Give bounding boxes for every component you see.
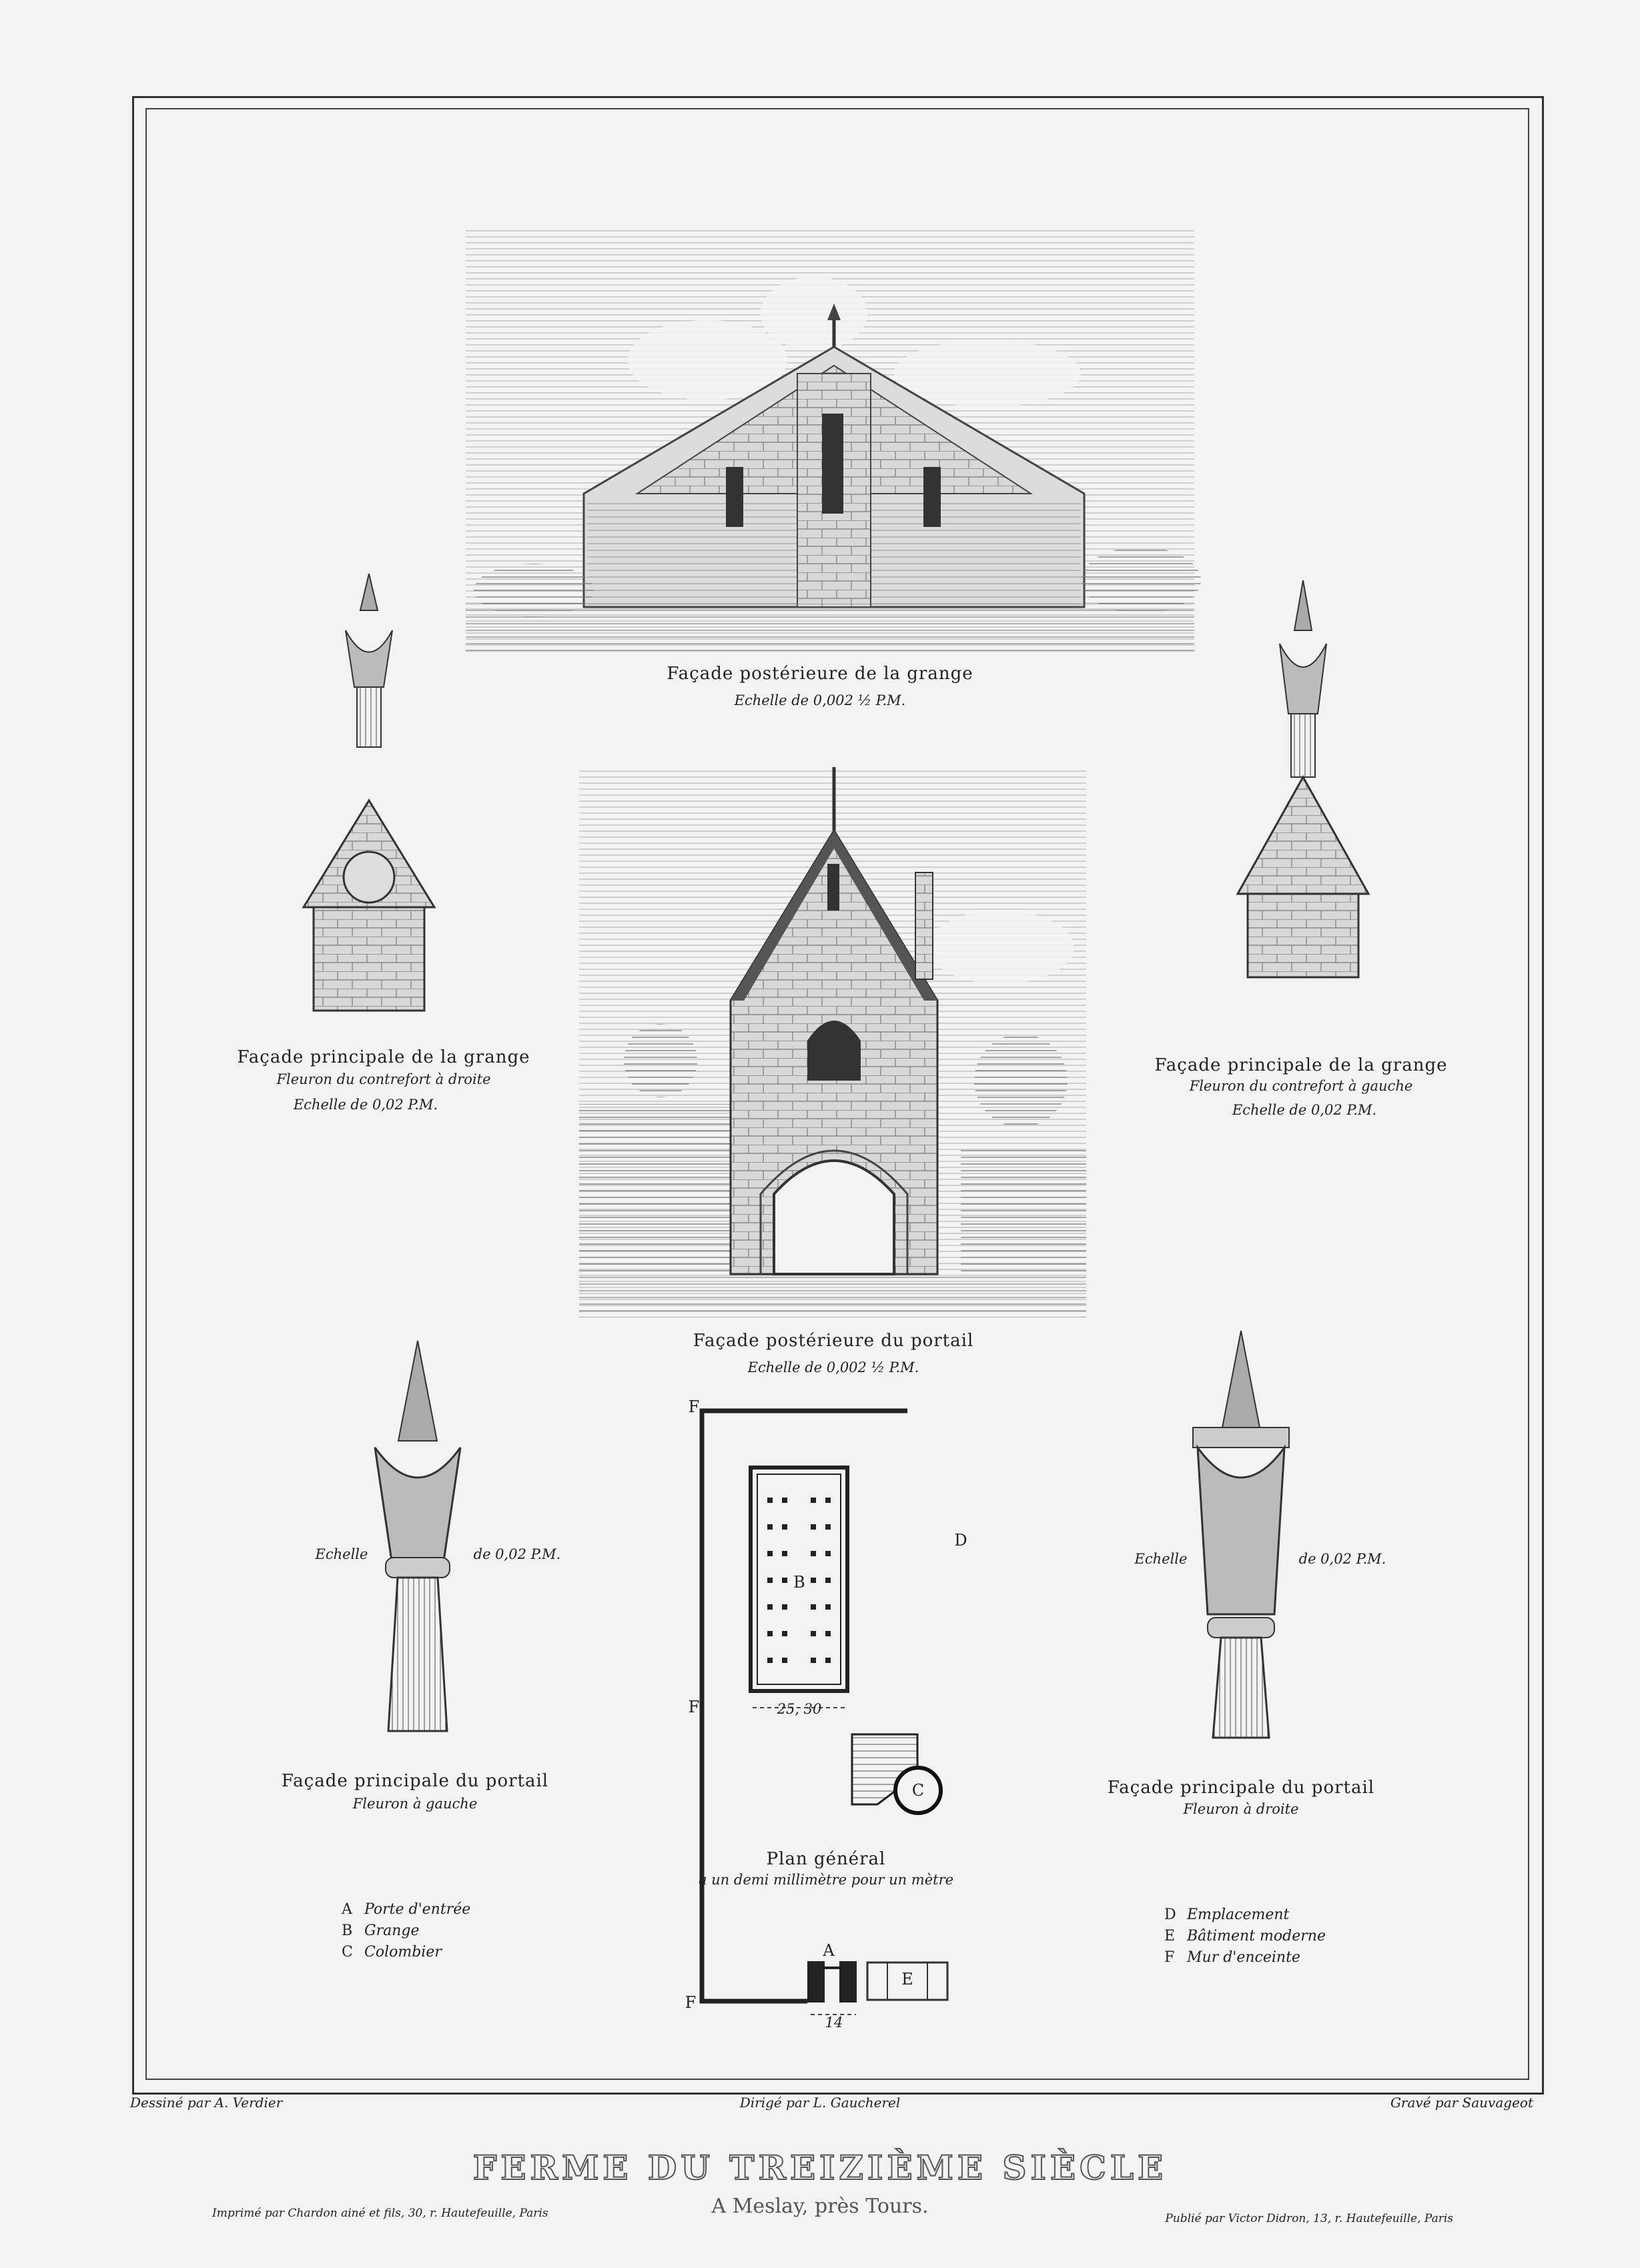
subcaption-plan: à un demi millimètre pour un mètre <box>698 1872 954 1888</box>
credit-published: Publié par Victor Didron, 13, r. Hautefeuille, Paris <box>1165 2212 1453 2225</box>
scale-barn-rear: Echelle de 0,002 ½ P.M. <box>734 692 906 708</box>
credit-directed: Dirigé par L. Gaucherel <box>739 2095 901 2111</box>
plan-dimension-barn: 25, 30 <box>777 1701 822 1717</box>
scale-gate-rear: Echelle de 0,002 ½ P.M. <box>747 1359 919 1375</box>
plan-dimension-gate: 14 <box>825 2015 843 2031</box>
legend-left-item <box>342 1944 442 1960</box>
legend-key: A <box>342 1901 352 1918</box>
legend-left-item <box>342 1901 470 1918</box>
scale-value-gate-right: de 0,02 P.M. <box>1298 1551 1386 1567</box>
scale-label-gate-left: Echelle <box>315 1546 368 1562</box>
legend-key: C <box>342 1944 353 1960</box>
finial-gate-right <box>1193 1331 1289 1738</box>
legend-value: Colombier <box>364 1944 442 1960</box>
scale-finial-barn-left: Echelle de 0,02 P.M. <box>1232 1102 1377 1118</box>
credit-printed: Imprimé par Chardon ainé et fils, 30, r. Hautefeuille, Paris <box>212 2207 548 2220</box>
scale-value-gate-left: de 0,02 P.M. <box>473 1546 561 1562</box>
legend-value: Mur d'enceinte <box>1187 1949 1300 1966</box>
site-plan-drawing <box>702 1411 947 2015</box>
credit-engraved: Gravé par Sauvageot <box>1390 2095 1533 2111</box>
plate-subtitle: A Meslay, près Tours. <box>711 2195 929 2218</box>
subcaption-finial-barn-left: Fleuron du contrefort à gauche <box>1189 1078 1413 1094</box>
caption-gate-rear: Façade postérieure du portail <box>693 1331 974 1351</box>
legend-right-item <box>1164 1906 1289 1923</box>
plan-label-c: C <box>911 1781 925 1800</box>
plan-label-e: E <box>901 1970 913 1989</box>
subcaption-finial-barn-right: Fleuron du contrefort à droite <box>276 1071 491 1087</box>
caption-finial-gate-right: Façade principale du portail <box>1107 1778 1375 1798</box>
legend-key: D <box>1164 1906 1176 1923</box>
finial-gate-left <box>375 1341 460 1731</box>
legend-key: E <box>1164 1928 1176 1944</box>
scale-finial-barn-right: Echelle de 0,02 P.M. <box>293 1097 438 1113</box>
plan-label-f-top: F <box>688 1397 700 1416</box>
finial-barn-right-buttress <box>304 574 434 1011</box>
legend-key: B <box>342 1922 353 1939</box>
legend-key: F <box>1164 1949 1175 1966</box>
plan-label-a: A <box>823 1941 835 1960</box>
legend-value: Grange <box>364 1922 420 1939</box>
gate-rear-facade-drawing <box>579 767 1086 1317</box>
plan-label-b: B <box>793 1573 805 1592</box>
caption-finial-barn-right: Façade principale de la grange <box>237 1047 530 1067</box>
barn-rear-facade-drawing <box>466 227 1201 654</box>
subcaption-finial-gate-right: Fleuron à droite <box>1183 1801 1299 1817</box>
caption-finial-barn-left: Façade principale de la grange <box>1154 1055 1448 1075</box>
finial-barn-left-buttress <box>1238 580 1368 977</box>
plan-label-f-bottom: F <box>685 1993 697 2012</box>
scale-label-gate-right: Echelle <box>1134 1551 1188 1567</box>
legend-right-item <box>1164 1928 1326 1944</box>
caption-barn-rear: Façade postérieure de la grange <box>667 664 973 684</box>
caption-finial-gate-left: Façade principale du portail <box>281 1771 549 1791</box>
legend-right-item <box>1164 1949 1300 1966</box>
subcaption-finial-gate-left: Fleuron à gauche <box>352 1796 478 1812</box>
legend-value: Emplacement <box>1187 1906 1290 1923</box>
legend-left-item <box>342 1922 419 1939</box>
caption-plan: Plan général <box>766 1849 886 1869</box>
plan-label-f-middle: F <box>688 1698 700 1716</box>
legend-value: Bâtiment moderne <box>1187 1928 1326 1944</box>
plan-label-d: D <box>954 1531 967 1550</box>
legend-value: Porte d'entrée <box>364 1901 471 1918</box>
credit-drawn: Dessiné par A. Verdier <box>130 2095 283 2111</box>
plate-title: FERME DU TREIZIÈME SIÈCLE <box>472 2148 1168 2187</box>
